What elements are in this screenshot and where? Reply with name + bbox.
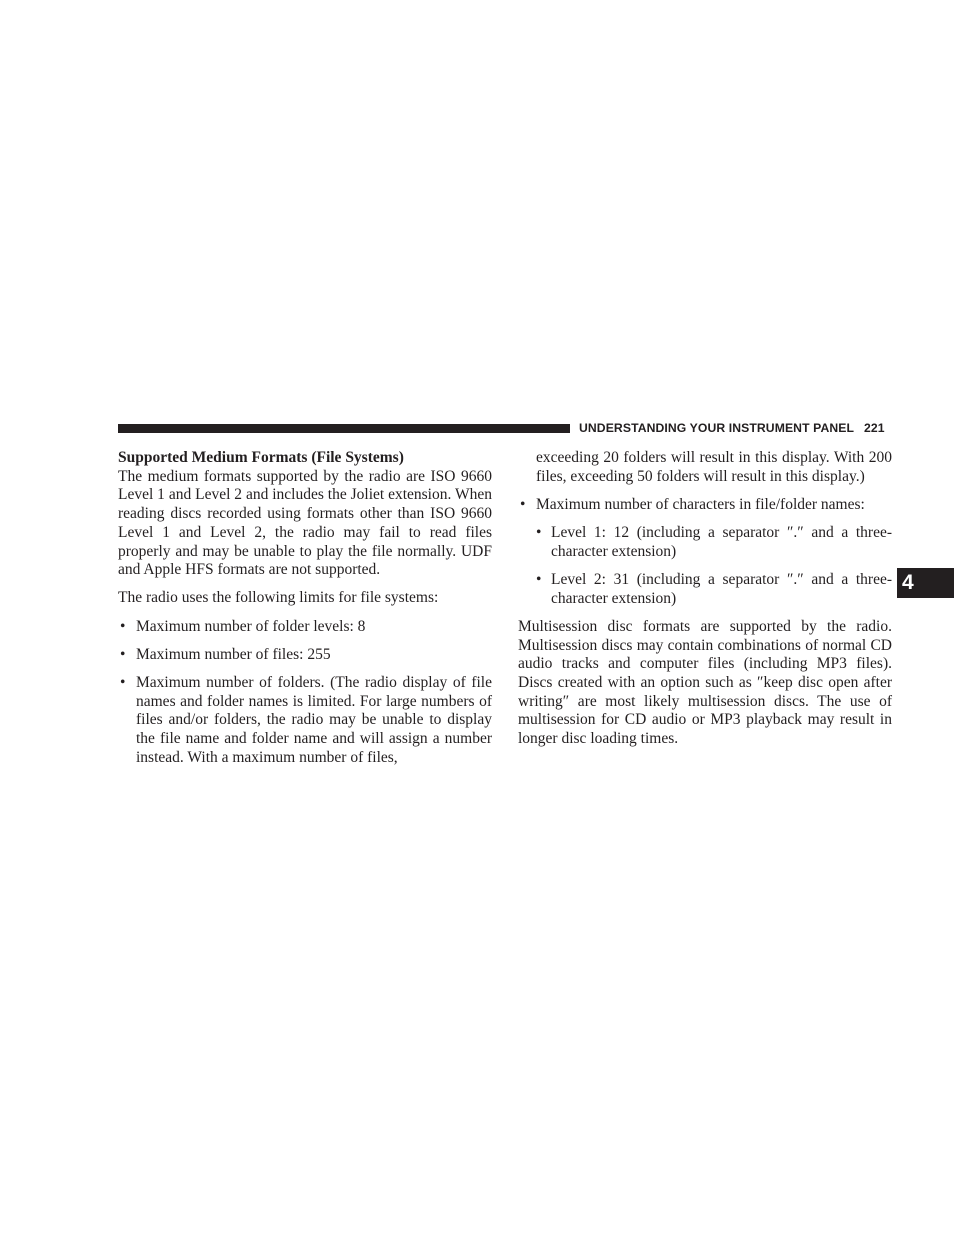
paragraph: The medium formats supported by the radio are ISO 9660 Level 1 and Level 2 and includes the Joliet extension. When reading discs recorded using formats other than ISO 9660 Level 1 and Level 2, the radio may fail to read files properly and may be unable to play the file normally. UDF and Apple HFS formats are not supported. xyxy=(118,467,492,579)
bullet-icon: • xyxy=(120,674,126,692)
list-item-text: Maximum number of folders. (The radio display of file names and folder names is limited. For large numbers of files and/or folders, the radio may be unable to display the file name and folder name and will assign a number instead. With a maximum number of files, xyxy=(136,674,492,766)
bullet-list xyxy=(118,618,492,768)
list-item xyxy=(118,674,492,768)
header-rule xyxy=(118,424,570,433)
page-number: 221 xyxy=(864,421,885,435)
sub-list-item xyxy=(518,524,892,561)
bullet-icon: • xyxy=(536,524,542,542)
running-header xyxy=(579,419,891,437)
list-item-text: Maximum number of files: 255 xyxy=(136,645,331,663)
sub-bullet-list xyxy=(518,524,892,608)
sub-list-item xyxy=(518,571,892,608)
bullet-icon: • xyxy=(120,617,126,635)
bullet-icon: • xyxy=(536,571,542,589)
list-item xyxy=(118,646,492,665)
right-column xyxy=(518,449,892,749)
left-column xyxy=(118,449,492,768)
chapter-tab: 4 xyxy=(897,568,954,598)
bullet-list xyxy=(518,496,892,515)
section-heading: Supported Medium Formats (File Systems) xyxy=(118,449,404,466)
section-title: UNDERSTANDING YOUR INSTRUMENT PANEL xyxy=(579,421,855,435)
bullet-icon: • xyxy=(520,495,526,513)
paragraph: Multisession disc formats are supported by the radio. Multisession discs may contain combinations of normal CD audio tracks and computer files (including MP3 files). Discs created with an option such as ″keep disc open after writing″ are most likely multisession discs. The use of multisession for CD audio or MP3 playback may result in longer disc loading times. xyxy=(518,617,892,748)
sub-list-item-text: Level 2: 31 (including a separator ″.″ and a three-character extension) xyxy=(551,571,892,607)
paragraph: The radio uses the following limits for file systems: xyxy=(118,589,439,607)
list-item xyxy=(118,618,492,637)
sub-list-item-text: Level 1: 12 (including a separator ″.″ and a three-character extension) xyxy=(551,524,892,560)
list-item xyxy=(518,496,892,515)
list-item-text: Maximum number of folder levels: 8 xyxy=(136,617,366,635)
continued-list-text: exceeding 20 folders will result in this display. With 200 files, exceeding 50 folders will result in this display.) xyxy=(536,449,892,485)
bullet-icon: • xyxy=(120,645,126,663)
list-item-text: Maximum number of characters in file/folder names: xyxy=(536,495,865,513)
